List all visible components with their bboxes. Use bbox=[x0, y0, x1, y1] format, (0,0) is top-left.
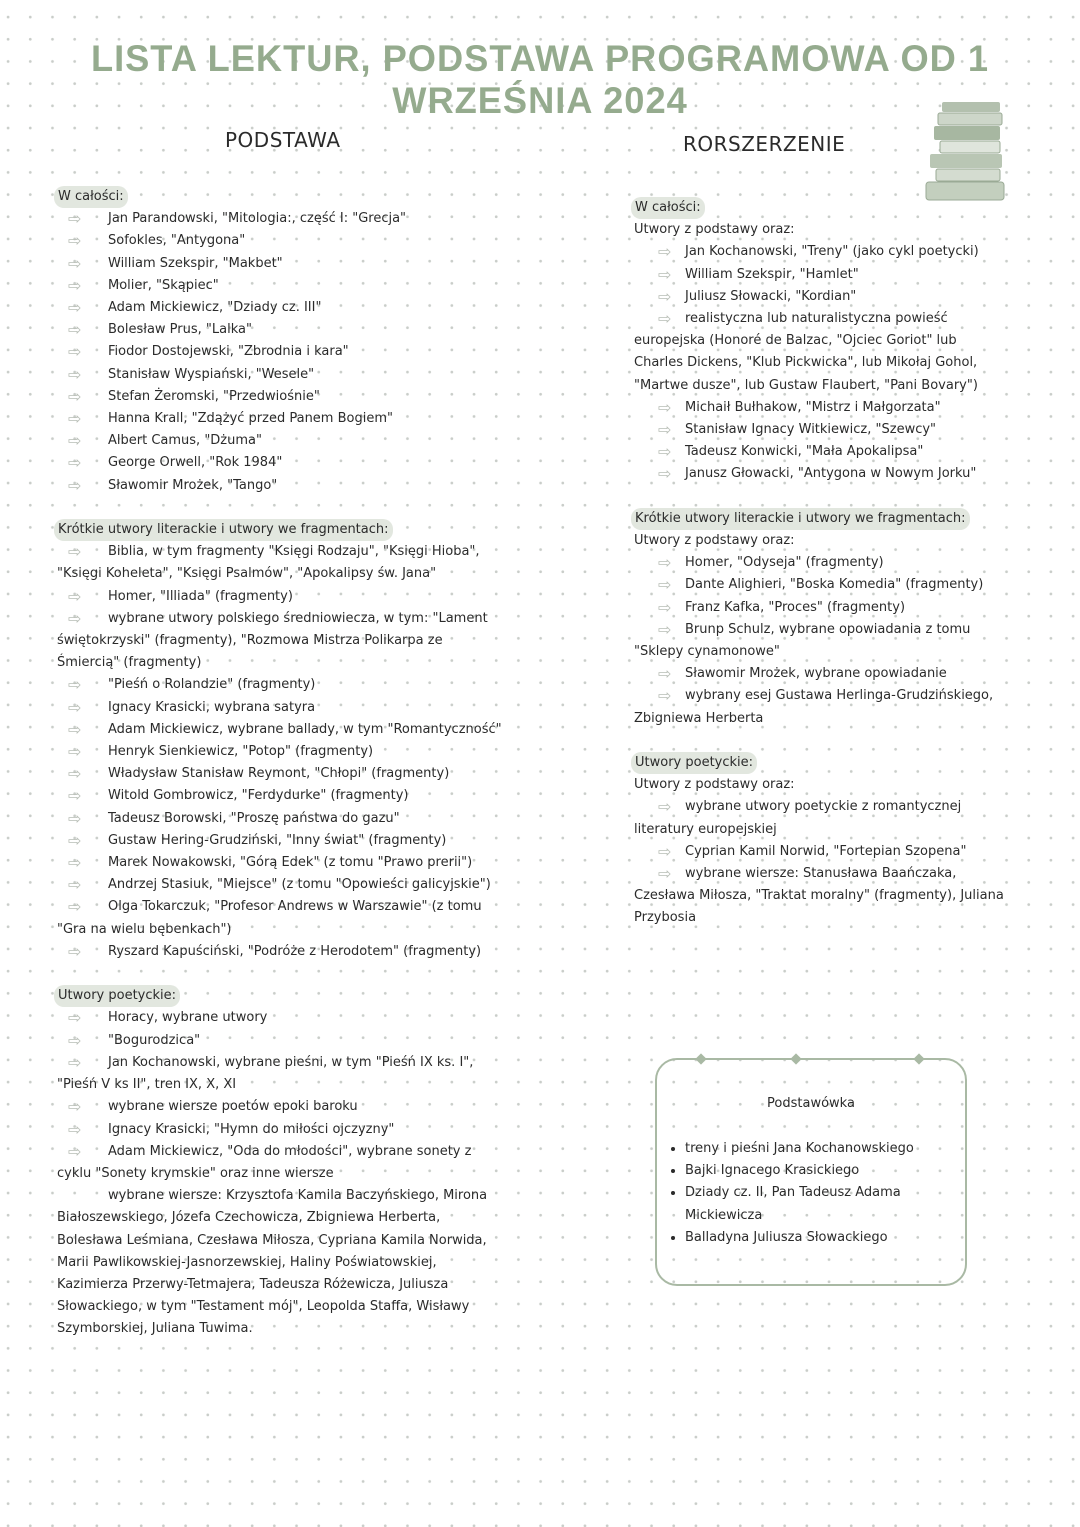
arrow-right-icon: ⇨ bbox=[68, 342, 82, 362]
list-item-text: Tadeusz Borowski, "Proszę państwa do gazu" bbox=[108, 810, 400, 826]
arrow-right-icon: ⇨ bbox=[658, 841, 672, 861]
list-item-text: Gustaw Hering-Grudziński, "Inny świat" (fragmenty) bbox=[108, 832, 447, 848]
podstawa-heading: PODSTAWA bbox=[225, 128, 341, 152]
list-item-text: Marek Nowakowski, "Górą Edek" (z tomu "Prawo prerii") bbox=[108, 855, 473, 871]
list-item-text: Albert Camus, "Dżuma" bbox=[108, 433, 262, 449]
podstawowka-item: • Balladyna Juliusza Słowackiego bbox=[685, 1227, 965, 1249]
list-item bbox=[57, 364, 502, 386]
list-item bbox=[57, 896, 502, 940]
arrow-right-icon: ⇨ bbox=[658, 575, 672, 595]
list-item-text: realistyczna lub naturalistyczna powieść europejska (Honoré de Balzac, "Ojciec Goriot" lub Charles Dickens, "Klub Pickwicka", lub Mikołaj Gohol, "Martwe dusze", lub Gustaw Flaubert, "Pani Bovary") bbox=[634, 311, 978, 393]
list-item bbox=[57, 208, 502, 230]
list-item-text: wybrane utwory poetyckie z romantycznej literatury europejskiej bbox=[634, 799, 962, 837]
arrow-right-icon: ⇨ bbox=[658, 864, 672, 884]
list-item-text: Sławomir Mrożek, "Tango" bbox=[108, 477, 278, 493]
section-label: W całości: bbox=[54, 186, 128, 208]
podstawowka-item: • Bajki Ignacego Krasickiego bbox=[685, 1160, 965, 1182]
arrow-right-icon: ⇨ bbox=[68, 320, 82, 340]
arrow-right-icon: ⇨ bbox=[658, 286, 672, 306]
list-item-text: Michaił Bułhakow, "Mistrz i Małgorzata" bbox=[685, 399, 941, 415]
list-item bbox=[57, 541, 502, 585]
arrow-right-icon: ⇨ bbox=[658, 619, 672, 639]
list-item-text: Stanisław Wyspiański, "Wesele" bbox=[108, 366, 315, 382]
list-item bbox=[57, 386, 502, 408]
list-item-text: Molier, "Skąpiec" bbox=[108, 277, 219, 293]
list-item-text: Homer, "Illiada" (fragmenty) bbox=[108, 588, 293, 604]
list-item bbox=[57, 741, 502, 763]
arrow-right-icon: ⇨ bbox=[658, 464, 672, 484]
list bbox=[634, 552, 1004, 730]
list-item-text: Olga Tokarczuk, "Profesor Andrews w Warszawie" (z tomu "Gra na wielu bębenkach") bbox=[57, 899, 482, 937]
list bbox=[57, 541, 502, 963]
list-item-text: Biblia, w tym fragmenty "Księgi Rodzaju", "Księgi Hioba", "Księgi Koheleta", "Księgi Psalmów", "Apokalipsy św. Jana" bbox=[57, 544, 480, 582]
list-item bbox=[57, 1007, 502, 1029]
arrow-right-icon: ⇨ bbox=[68, 453, 82, 473]
list-item-text: Andrzej Stasiuk, "Miejsce" (z tomu "Opowieści galicyjskie") bbox=[108, 877, 491, 893]
list-item bbox=[57, 275, 502, 297]
arrow-right-icon: ⇨ bbox=[68, 231, 82, 251]
arrow-right-icon: ⇨ bbox=[68, 386, 82, 406]
podstawa-column bbox=[57, 186, 502, 1341]
list-item bbox=[634, 463, 1004, 485]
list-item-text: Ignacy Krasicki, wybrana satyra bbox=[108, 699, 316, 715]
list-item bbox=[57, 1119, 502, 1141]
arrow-right-icon: ⇨ bbox=[658, 242, 672, 262]
list-item-text: Władysław Stanisław Reymont, "Chłopi" (fragmenty) bbox=[108, 766, 450, 782]
arrow-right-icon: ⇨ bbox=[68, 875, 82, 895]
arrow-right-icon: ⇨ bbox=[658, 264, 672, 284]
list-item bbox=[634, 441, 1004, 463]
list-item bbox=[57, 808, 502, 830]
section-label: Utwory poetyckie: bbox=[631, 752, 757, 774]
books-stack-icon bbox=[920, 98, 1006, 208]
list-item bbox=[634, 796, 1004, 840]
list-item bbox=[57, 341, 502, 363]
list-item-text: Stefan Żeromski, "Przedwiośnie" bbox=[108, 388, 320, 404]
list-item-text: Juliusz Słowacki, "Kordian" bbox=[685, 288, 857, 304]
arrow-right-icon: ⇨ bbox=[658, 397, 672, 417]
arrow-right-icon: ⇨ bbox=[658, 442, 672, 462]
list-item bbox=[634, 841, 1004, 863]
podstawowka-title: Podstawówka bbox=[767, 1096, 855, 1111]
list-item-text: Jan Kochanowski, "Treny" (jako cykl poetycki) bbox=[685, 244, 979, 260]
arrow-right-icon: ⇨ bbox=[68, 941, 82, 961]
arrow-right-icon: ⇨ bbox=[68, 253, 82, 273]
arrow-right-icon: ⇨ bbox=[658, 686, 672, 706]
list-item bbox=[57, 475, 502, 497]
list-item bbox=[57, 830, 502, 852]
list-item-text: Adam Mickiewicz, "Dziady cz. III" bbox=[108, 300, 322, 316]
list-item-text: Adam Mickiewicz, wybrane ballady, w tym "Romantyczność" bbox=[108, 721, 502, 737]
arrow-right-icon: ⇨ bbox=[68, 897, 82, 917]
list-item bbox=[57, 1052, 502, 1096]
arrow-right-icon: ⇨ bbox=[68, 608, 82, 628]
arrow-right-icon: ⇨ bbox=[68, 275, 82, 295]
list-item bbox=[634, 308, 1004, 397]
list-item bbox=[57, 1030, 502, 1052]
list-item-text: Stanisław Ignacy Witkiewicz, "Szewcy" bbox=[685, 422, 937, 438]
list-item-text: wybrane wiersze: Stanusława Baańczaka, Czesława Miłosza, "Traktat moralny" (fragmenty), Juliana Przybosia bbox=[634, 866, 1004, 926]
list-item-text: Jan Kochanowski, wybrane pieśni, w tym "Pieśń IX ks. I", "Pieśń V ks II", tren IX, X, XI bbox=[57, 1054, 474, 1093]
section-label: Utwory poetyckie: bbox=[54, 985, 180, 1007]
list-item-text: "Pieśń o Rolandzie" (fragmenty) bbox=[108, 677, 316, 693]
podstawowka-list bbox=[667, 1138, 965, 1249]
arrow-right-icon: ⇨ bbox=[68, 808, 82, 828]
list-item bbox=[634, 663, 1004, 685]
list-item-text: Janusz Głowacki, "Antygona w Nowym Jorku" bbox=[685, 466, 977, 482]
list-item bbox=[634, 397, 1004, 419]
arrow-right-icon: ⇨ bbox=[68, 830, 82, 850]
list bbox=[57, 1007, 502, 1185]
arrow-right-icon: ⇨ bbox=[68, 764, 82, 784]
list-item bbox=[634, 419, 1004, 441]
decor-icon bbox=[695, 1053, 706, 1064]
list-item bbox=[57, 452, 502, 474]
list-item-text: wybrane wiersze poetów epoki baroku bbox=[108, 1099, 358, 1115]
list-item-text: wybrany esej Gustawa Herlinga-Grudzińskiego, Zbigniewa Herberta bbox=[634, 688, 994, 726]
arrow-right-icon: ⇨ bbox=[658, 597, 672, 617]
arrow-right-icon: ⇨ bbox=[68, 475, 82, 495]
list-item-text: William Szekspir, "Hamlet" bbox=[685, 266, 859, 282]
list-item bbox=[634, 685, 1004, 729]
arrow-right-icon: ⇨ bbox=[68, 586, 82, 606]
list-item bbox=[634, 241, 1004, 263]
arrow-right-icon: ⇨ bbox=[68, 1097, 82, 1117]
list-item-text: wybrane utwory polskiego średniowiecza, w tym: "Lament świętokrzyski" (fragmenty), "Rozmowa Mistrza Polikarpa ze Śmiercią" (fragmenty) bbox=[57, 610, 488, 671]
list-item-text: Ryszard Kapuściński, "Podróże z Herodotem" (fragmenty) bbox=[108, 943, 482, 959]
list-item: wybrane wiersze: Krzysztofa Kamila Baczyńskiego, Mirona Białoszewskiego, Józefa Czechowicza, Zbigniewa Herberta, Bolesława Leśmiana, Czesława Miłosza, Cypriana Kamila Norwida, Marii Pawlikowskiej-Jasnorzewskiej, Haliny Poświatowskiej, Kazimierza Przerwy-Tetmajera, Tadeusza Różewicza, Juliusza Słowackiego, w tym "Testament mój", Leopolda Staffa, Wisławy Szymborskiej, Juliana Tuwima. bbox=[57, 1188, 488, 1337]
list-item bbox=[57, 1096, 502, 1118]
arrow-right-icon: ⇨ bbox=[68, 1030, 82, 1050]
arrow-right-icon: ⇨ bbox=[68, 719, 82, 739]
list bbox=[57, 208, 502, 497]
list-item-text: Ignacy Krasicki, "Hymn do miłości ojczyzny" bbox=[108, 1121, 395, 1137]
list-item-text: "Bogurodzica" bbox=[108, 1032, 201, 1048]
list-item bbox=[634, 552, 1004, 574]
list-item bbox=[634, 619, 1004, 663]
list-item bbox=[57, 852, 502, 874]
list-item-text: Witold Gombrowicz, "Ferdydurke" (fragmenty) bbox=[108, 788, 409, 804]
list-item-text: Fiodor Dostojewski, "Zbrodnia i kara" bbox=[108, 344, 349, 360]
section-label: W całości: bbox=[631, 197, 705, 219]
list-item bbox=[57, 697, 502, 719]
arrow-right-icon: ⇨ bbox=[68, 1008, 82, 1028]
list-item bbox=[57, 763, 502, 785]
arrow-right-icon: ⇨ bbox=[68, 786, 82, 806]
list-item bbox=[634, 574, 1004, 596]
arrow-right-icon: ⇨ bbox=[68, 364, 82, 384]
list-item bbox=[57, 1141, 502, 1185]
list-item-text: Jan Parandowski, "Mitologia:, część I: "Grecja" bbox=[108, 211, 407, 227]
list-item bbox=[634, 264, 1004, 286]
page-title: LISTA LEKTUR, PODSTAWA PROGRAMOWA OD 1 WRZEŚNIA 2024 bbox=[90, 38, 990, 121]
list-item bbox=[57, 430, 502, 452]
list bbox=[634, 241, 1004, 485]
list-item-text: Henryk Sienkiewicz, "Potop" (fragmenty) bbox=[108, 744, 374, 760]
list-item bbox=[57, 874, 502, 896]
arrow-right-icon: ⇨ bbox=[658, 309, 672, 329]
intro-text: Utwory z podstawy oraz: bbox=[634, 777, 795, 793]
arrow-right-icon: ⇨ bbox=[68, 697, 82, 717]
section-label: Krótkie utwory literackie i utwory we fragmentach: bbox=[54, 519, 393, 541]
list-item-text: Franz Kafka, "Proces" (fragmenty) bbox=[685, 599, 906, 615]
podstawowka-item: • treny i pieśni Jana Kochanowskiego bbox=[685, 1138, 965, 1160]
arrow-right-icon: ⇨ bbox=[658, 664, 672, 684]
arrow-right-icon: ⇨ bbox=[68, 1052, 82, 1072]
decor-icon bbox=[790, 1053, 801, 1064]
list-item bbox=[57, 586, 502, 608]
arrow-right-icon: ⇨ bbox=[68, 853, 82, 873]
arrow-right-icon: ⇨ bbox=[68, 742, 82, 762]
arrow-right-icon: ⇨ bbox=[68, 298, 82, 318]
list-item-text: Bolesław Prus, "Lalka" bbox=[108, 322, 252, 338]
list bbox=[634, 796, 1004, 929]
list-item bbox=[634, 863, 1004, 930]
podstawowka-item: • Dziady cz. II, Pan Tadeusz Adama Mickiewicza bbox=[685, 1182, 965, 1226]
arrow-right-icon: ⇨ bbox=[68, 675, 82, 695]
arrow-right-icon: ⇨ bbox=[68, 209, 82, 229]
arrow-right-icon: ⇨ bbox=[68, 409, 82, 429]
arrow-right-icon: ⇨ bbox=[68, 1119, 82, 1139]
list-item bbox=[57, 408, 502, 430]
arrow-right-icon: ⇨ bbox=[68, 431, 82, 451]
arrow-right-icon: ⇨ bbox=[658, 797, 672, 817]
arrow-right-icon: ⇨ bbox=[658, 420, 672, 440]
list-item bbox=[57, 297, 502, 319]
list-item-text: Dante Alighieri, "Boska Komedia" (fragmenty) bbox=[685, 577, 984, 593]
intro-text: Utwory z podstawy oraz: bbox=[634, 222, 795, 238]
list-item-text: Tadeusz Konwicki, "Mała Apokalipsa" bbox=[685, 444, 924, 460]
list-item bbox=[634, 597, 1004, 619]
list-item bbox=[57, 253, 502, 275]
arrow-right-icon: ⇨ bbox=[68, 1141, 82, 1161]
podstawowka-box bbox=[655, 1058, 967, 1286]
arrow-right-icon: ⇨ bbox=[68, 542, 82, 562]
list-item bbox=[57, 719, 502, 741]
list-item bbox=[57, 230, 502, 252]
list-item bbox=[634, 286, 1004, 308]
rozszerzenie-heading: RORSZERZENIE bbox=[683, 132, 846, 156]
list-item-text: Sławomir Mrożek, wybrane opowiadanie bbox=[685, 666, 947, 682]
section-label: Krótkie utwory literackie i utwory we fragmentach: bbox=[631, 508, 970, 530]
list-item bbox=[57, 319, 502, 341]
list-item-text: Cyprian Kamil Norwid, "Fortepian Szopena" bbox=[685, 843, 967, 859]
list-item bbox=[57, 674, 502, 696]
rozszerzenie-column bbox=[634, 197, 1004, 930]
list-item-text: Sofokles, "Antygona" bbox=[108, 233, 246, 249]
list-item-text: George Orwell, "Rok 1984" bbox=[108, 455, 283, 471]
list-item-text: Hanna Krall, "Zdążyć przed Panem Bogiem" bbox=[108, 411, 393, 427]
arrow-right-icon: ⇨ bbox=[658, 553, 672, 573]
list-item bbox=[57, 608, 502, 675]
list-item-text: Brunp Schulz, wybrane opowiadania z tomu "Sklepy cynamonowe" bbox=[634, 621, 971, 660]
intro-text: Utwory z podstawy oraz: bbox=[634, 533, 795, 549]
list-item bbox=[57, 785, 502, 807]
list-item-text: Homer, "Odyseja" (fragmenty) bbox=[685, 555, 884, 571]
list-item-text: Horacy, wybrane utwory bbox=[108, 1010, 268, 1026]
list-item-text: Adam Mickiewicz, "Oda do młodości", wybrane sonety z cyklu "Sonety krymskie" oraz inne wiersze bbox=[57, 1143, 472, 1181]
list-item bbox=[57, 941, 502, 963]
decor-icon bbox=[913, 1053, 924, 1064]
list-item-text: William Szekspir, "Makbet" bbox=[108, 255, 283, 271]
